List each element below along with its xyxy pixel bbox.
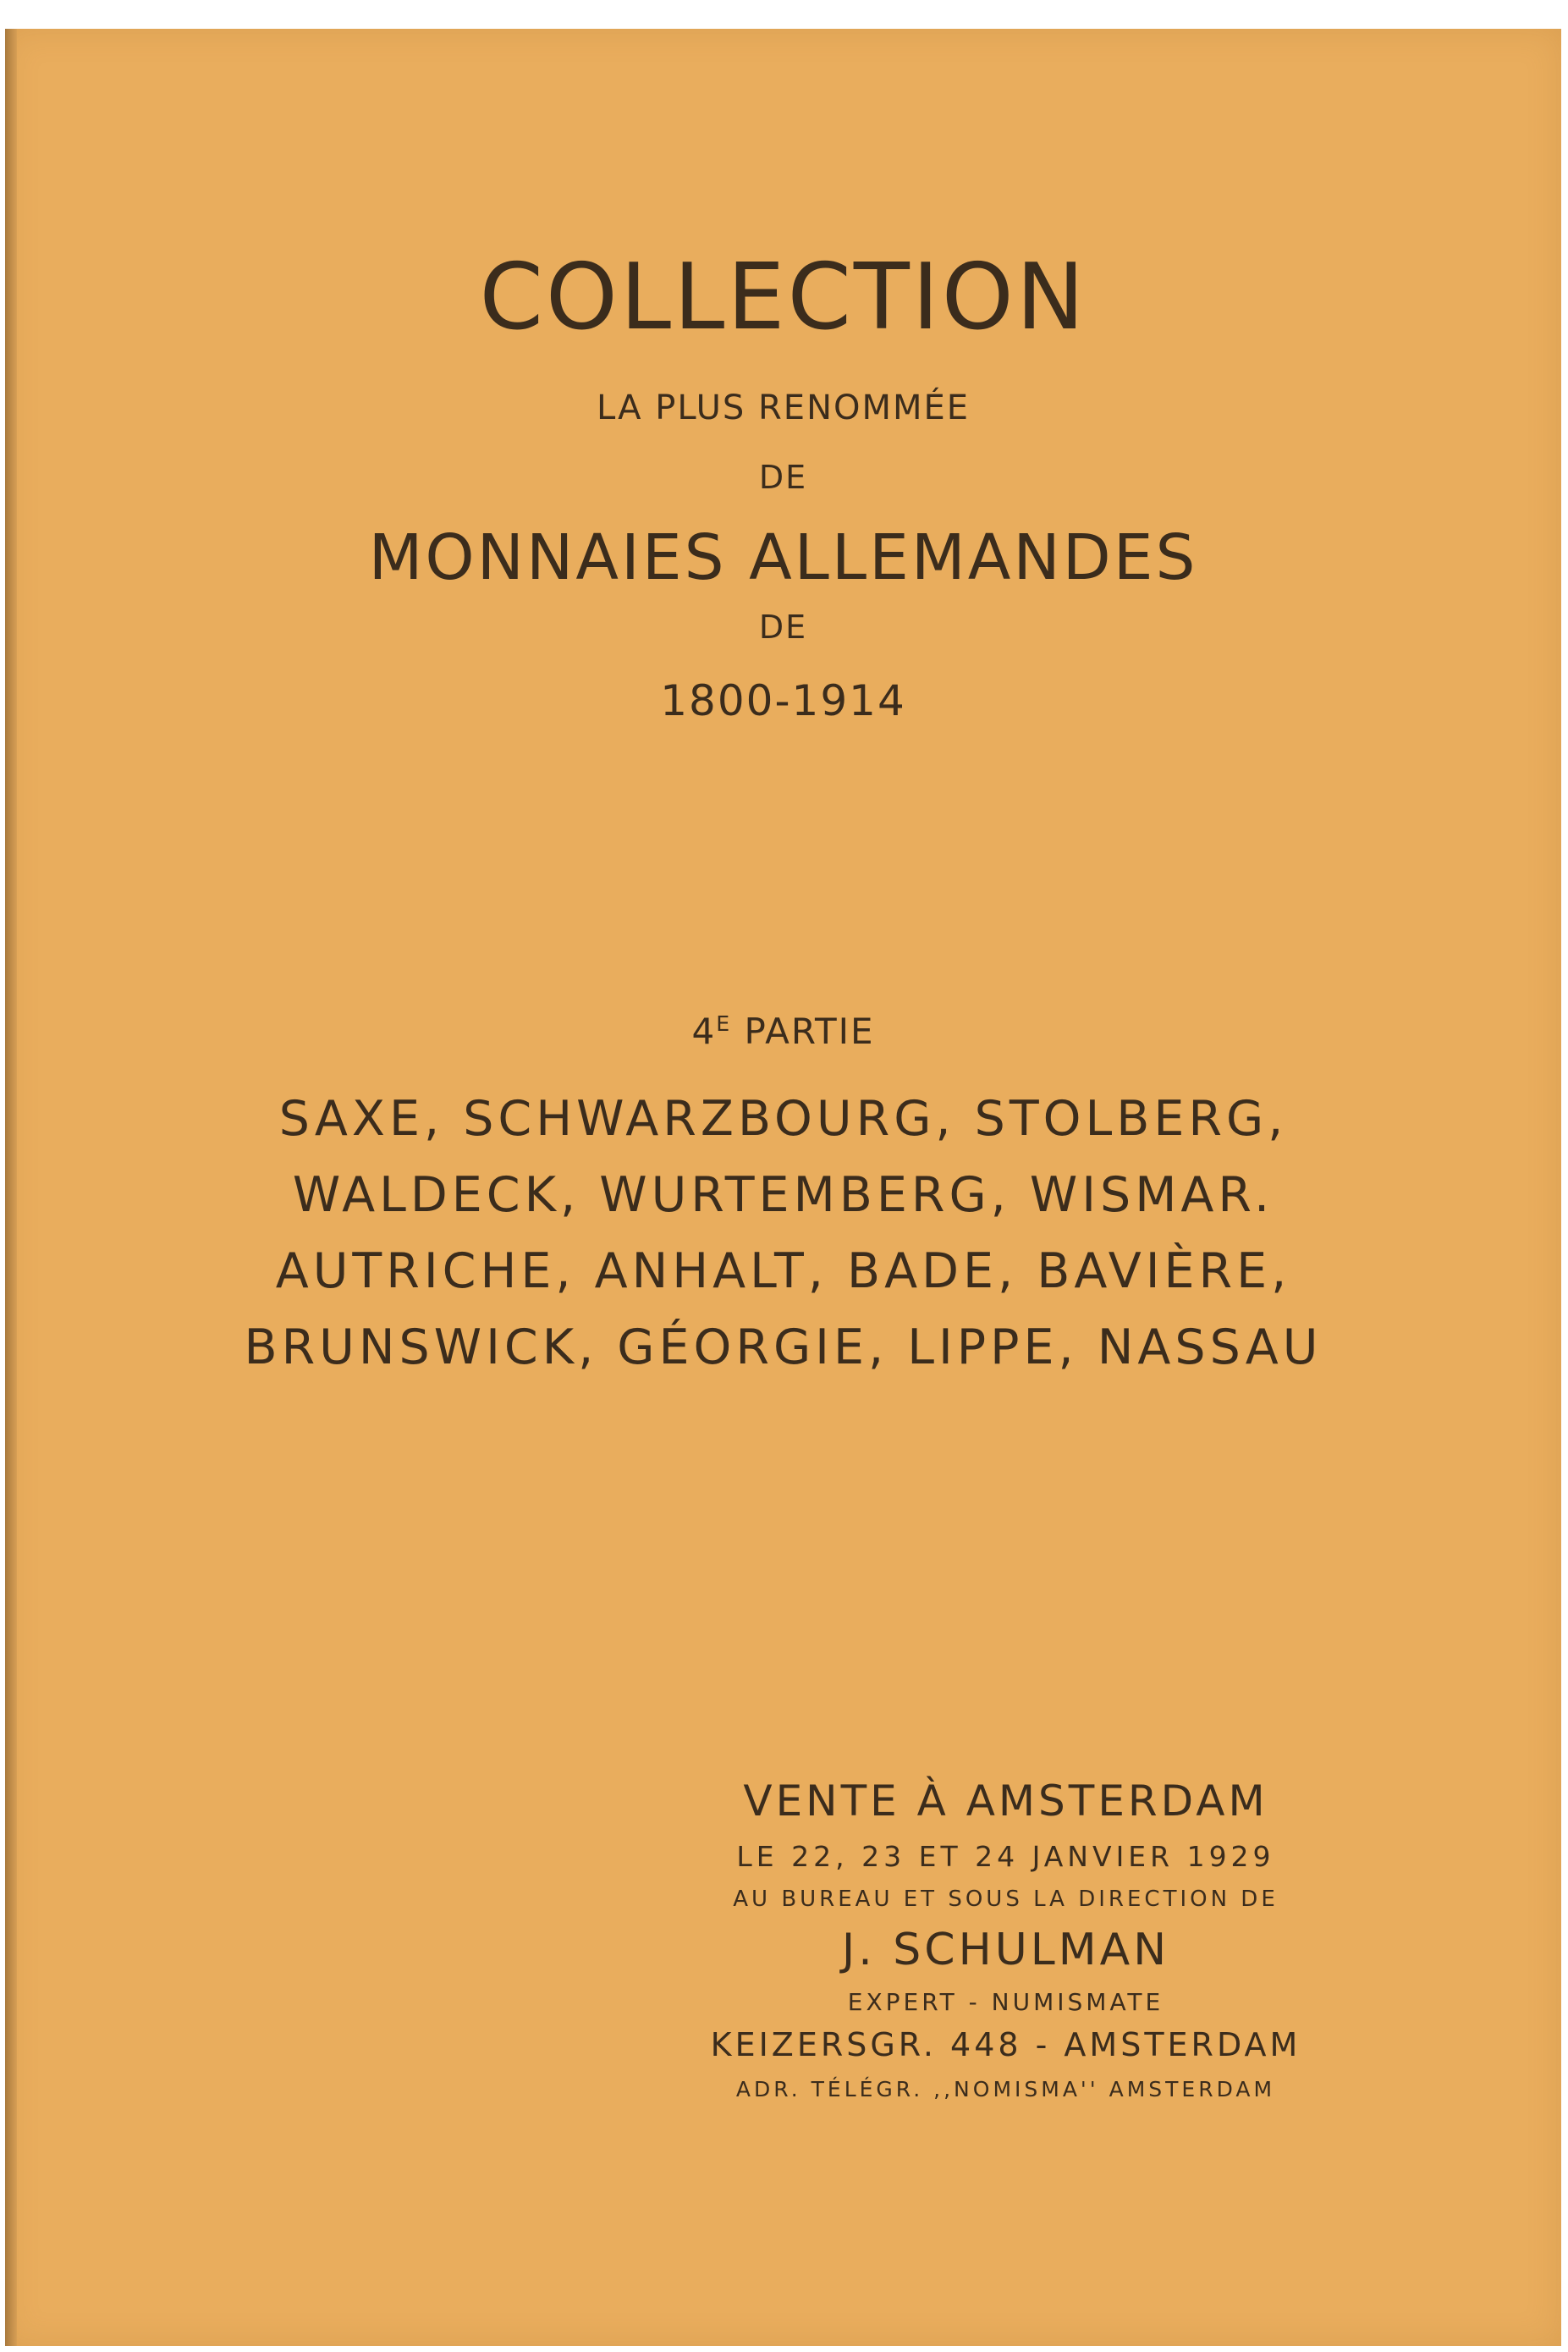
expert-title: EXPERT - NUMISMATE — [847, 1988, 1164, 2016]
part-suffix: E — [716, 1011, 732, 1036]
region-line-4: BRUNSWICK, GÉORGIE, LIPPE, NASSAU — [244, 1319, 1323, 1375]
part-label: PARTIE — [744, 1011, 875, 1052]
region-line-1: SAXE, SCHWARZBOURG, STOLBERG, — [278, 1091, 1288, 1147]
cover-de-1: DE — [758, 459, 808, 496]
telegram-address: ADR. TÉLÉGR. ,,NOMISMA'' AMSTERDAM — [735, 2077, 1276, 2101]
region-line-3: AUTRICHE, ANHALT, BADE, BAVIÈRE, — [275, 1243, 1291, 1299]
sale-title: VENTE À AMSTERDAM — [743, 1776, 1268, 1826]
catalogue-cover — [5, 29, 1561, 2346]
sale-direction: AU BUREAU ET SOUS LA DIRECTION DE — [733, 1887, 1279, 1912]
part-number: 4 — [691, 1011, 717, 1052]
part-heading — [5, 1011, 1561, 1052]
cover-de-2: DE — [758, 609, 808, 646]
cover-subtitle: LA PLUS RENOMMÉE — [596, 388, 971, 427]
expert-address: KEIZERSGR. 448 - AMSTERDAM — [710, 2026, 1301, 2063]
cover-title: COLLECTION — [479, 245, 1087, 350]
region-line-2: WALDECK, WURTEMBERG, WISMAR. — [292, 1167, 1274, 1223]
cover-years: 1800-1914 — [660, 676, 906, 725]
expert-name: J. SCHULMAN — [841, 1925, 1170, 1975]
cover-main-title: MONNAIES ALLEMANDES — [368, 521, 1198, 594]
sale-dates: LE 22, 23 ET 24 JANVIER 1929 — [736, 1840, 1275, 1873]
